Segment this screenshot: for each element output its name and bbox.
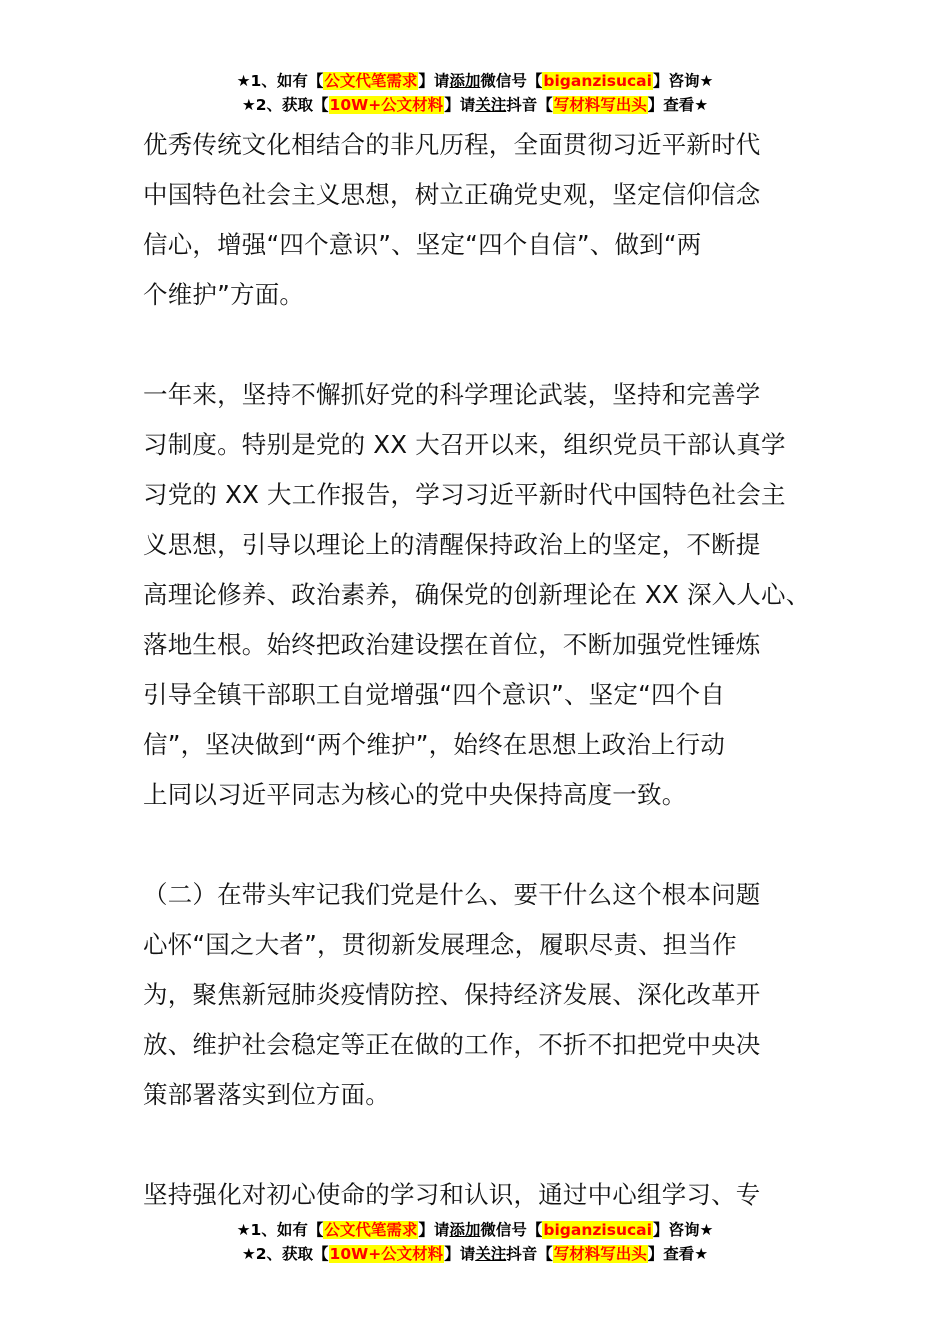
highlight-douyin-account: 写材料写出头 [553, 96, 647, 114]
text-line: 为，聚焦新冠肺炎疫情防控、保持经济发展、深化改革开 [143, 980, 761, 1009]
text-line: 落地生根。始终把政治建设摆在首位，不断加强党性锤炼 [143, 630, 761, 659]
highlight-materials: 10W+公文材料 [329, 1245, 444, 1263]
text-line: 上同以习近平同志为核心的党中央保持高度一致。 [143, 780, 687, 809]
text-line: 一年来，坚持不懈抓好党的科学理论武装，坚持和完善学 [143, 380, 761, 409]
text-line: 习制度。特别是党的 XX 大召开以来，组织党员干部认真学 [143, 430, 786, 459]
highlight-materials: 10W+公文材料 [329, 96, 444, 114]
highlight-ghostwriting: 公文代笔需求 [324, 72, 418, 90]
text-line: 高理论修养、政治素养，确保党的创新理论在 XX 深入人心、 [143, 580, 811, 609]
text-line: 信心，增强“四个意识”、坚定“四个自信”、做到“两 [143, 230, 702, 259]
banner-line-1: ★1、如有【公文代笔需求】请添加微信号【biganzisucai】咨询★ [236, 1221, 714, 1239]
text-line: 信”，坚决做到“两个维护”，始终在思想上政治上行动 [143, 730, 726, 759]
highlight-wechat-id: biganzisucai [543, 1221, 652, 1239]
highlight-douyin-account: 写材料写出头 [553, 1245, 647, 1263]
paragraph-gap [143, 320, 823, 370]
text-line: 义思想，引导以理论上的清醒保持政治上的坚定，不断提 [143, 530, 761, 559]
text-line: 习党的 XX 大工作报告，学习习近平新时代中国特色社会主 [143, 480, 786, 509]
highlight-ghostwriting: 公文代笔需求 [324, 1221, 418, 1239]
text-line: 策部署落实到位方面。 [143, 1080, 390, 1109]
footer-banner [0, 1218, 950, 1266]
text-line: 优秀传统文化相结合的非凡历程，全面贯彻习近平新时代 [143, 130, 761, 159]
text-line: 心怀“国之大者”，贯彻新发展理念，履职尽责、担当作 [143, 930, 737, 959]
paragraph-gap [143, 1120, 823, 1170]
document-body [143, 120, 823, 1220]
banner-line-2: ★2、获取【10W+公文材料】请关注抖音【写材料写出头】查看★ [241, 1245, 709, 1263]
text-line: 放、维护社会稳定等正在做的工作，不折不扣把党中央决 [143, 1030, 761, 1059]
highlight-wechat-id: biganzisucai [543, 72, 652, 90]
text-line: 引导全镇干部职工自觉增强“四个意识”、坚定“四个自 [143, 680, 726, 709]
text-line: （二）在带头牢记我们党是什么、要干什么这个根本问题 [143, 880, 761, 909]
text-line: 中国特色社会主义思想，树立正确党史观，坚定信仰信念 [143, 180, 761, 209]
text-line: 坚持强化对初心使命的学习和认识，通过中心组学习、专 [143, 1180, 761, 1209]
banner-line-2: ★2、获取【10W+公文材料】请关注抖音【写材料写出头】查看★ [241, 96, 709, 114]
header-banner [0, 69, 950, 117]
paragraph-gap [143, 820, 823, 870]
text-line: 个维护”方面。 [143, 280, 305, 309]
banner-line-1: ★1、如有【公文代笔需求】请添加微信号【biganzisucai】咨询★ [236, 72, 714, 90]
